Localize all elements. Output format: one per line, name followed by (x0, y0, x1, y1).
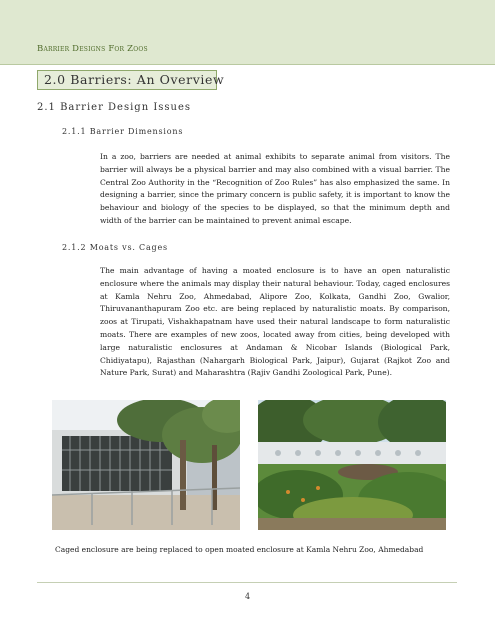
sub2-paragraph: The main advantage of having a moated enclosure is to have an open naturalistic enclosure where the animals may display their natural behaviour. Today, caged enclosures at Kamla Nehru Zoo, Ahmedabad, Alipore Zoo, Kolkata, Gandhi Zoo, Gwalior, Thiruvananthapuram Zoo etc. are being replaced by naturalistic moats. By comparison, zoos at Tirupati, Vishakhapatnam have used their natural landscape to form naturalistic moats. There are examples of new zoos, located away from cities, being developed with large naturalistic enclosures at Andaman & Nicobar Islands (Biological Park, Chidiyatapu), Rajasthan (Nahargarh Biological Park, Jaipur), Gujarat (Rajkot Zoo and Nature Park, Surat) and Maharashtra (Rajiv Gandhi Zoological Park, Pune). (100, 266, 450, 378)
sub1-paragraph: In a zoo, barriers are needed at animal exhibits to separate animal from visitors. The barrier will always be a physical barrier and may also combined with a visual barrier. The Central Zoo Authority in the “Recognition of Zoo Rules” has also emphasized the same. In designing a barrier, since the primary concern is public safety, it is important to know the behaviour and biology of the species to be displayed, so that the minimum depth and width of the barrier can be maintained to prevent animal escape. (100, 152, 450, 225)
running-head: Barrier Designs For Zoos (37, 44, 148, 54)
moated-enclosure-photo (258, 400, 446, 530)
caged-enclosure-photo (52, 400, 240, 530)
sub1-title: 2.1.1 Barrier Dimensions (62, 127, 184, 136)
header-band (0, 0, 495, 65)
section-heading-box (37, 70, 225, 90)
sub2-title: 2.1.2 Moats vs. Cages (62, 243, 168, 252)
footer-rule (37, 582, 457, 583)
page-number: 4 (244, 592, 251, 601)
figure-caption: Caged enclosure are being replaced to open moated enclosure at Kamla Nehru Zoo, Ahmedabad (55, 545, 424, 554)
section-title: 2.0 Barriers: An Overview (44, 72, 225, 87)
subsection-title: 2.1 Barrier Design Issues (37, 102, 192, 113)
